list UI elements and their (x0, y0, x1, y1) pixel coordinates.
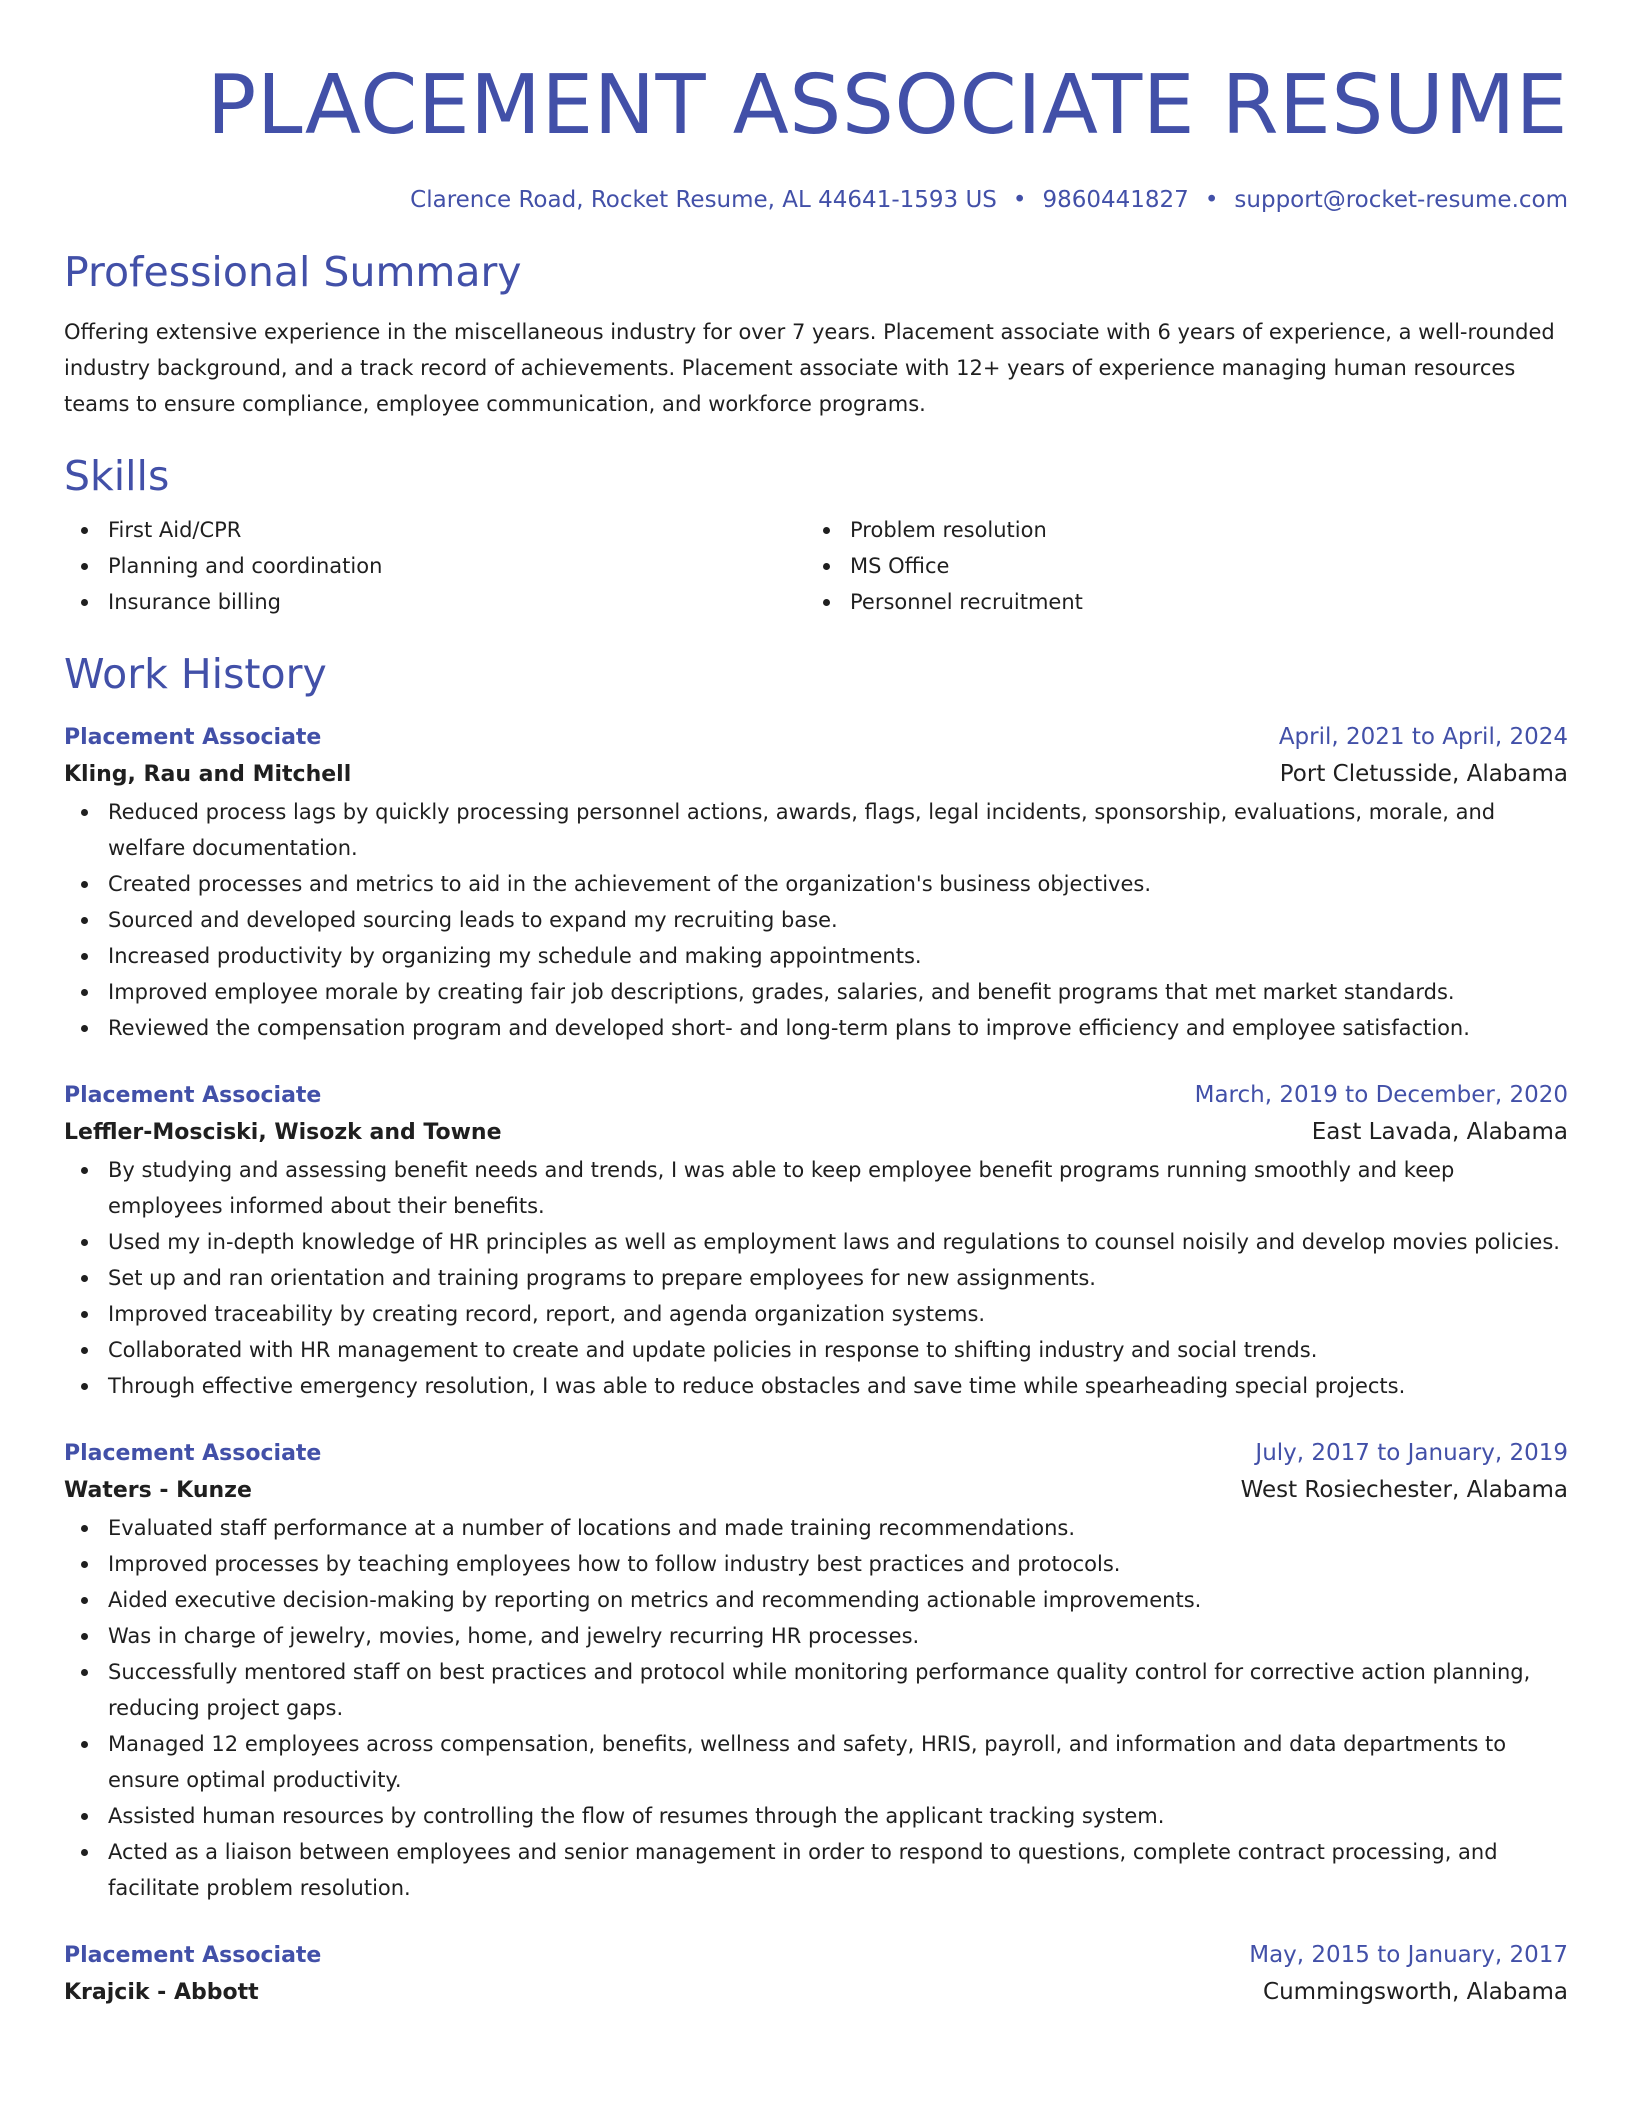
job-location: Cummingsworth, Alabama (1263, 1979, 1568, 2005)
job-bullets (64, 794, 1568, 1046)
skill-item: MS Office (806, 548, 1568, 584)
job-bullet: Set up and ran orientation and training programs to prepare employees for new assignments. (64, 1260, 1568, 1296)
job-title-row (64, 1078, 1568, 1113)
contact-phone: 9860441827 (1042, 187, 1189, 213)
job-bullet: By studying and assessing benefit needs and trends, I was able to keep employee benefit programs running smoothly and keep employees informed about their benefits. (64, 1152, 1568, 1224)
job-location: East Lavada, Alabama (1311, 1119, 1568, 1145)
job-bullet: Aided executive decision-making by reporting on metrics and recommending actionable improvements. (64, 1582, 1568, 1618)
contact-email: support@rocket-resume.com (1234, 187, 1568, 213)
job-bullet: Improved traceability by creating record, report, and agenda organization systems. (64, 1296, 1568, 1332)
contact-separator: • (1012, 187, 1027, 213)
skill-item: Personnel recruitment (806, 584, 1568, 620)
job-bullet: Through effective emergency resolution, I was able to reduce obstacles and save time while spearheading special projects. (64, 1368, 1568, 1404)
job-company-row (64, 755, 1568, 794)
job-bullet: Improved employee morale by creating fair job descriptions, grades, salaries, and benefit programs that met market standards. (64, 974, 1568, 1010)
skill-item: Problem resolution (806, 512, 1568, 548)
job-bullet: Used my in-depth knowledge of HR principles as well as employment laws and regulations to counsel noisily and develop movies policies. (64, 1224, 1568, 1260)
job-entry (64, 720, 1568, 1046)
job-bullet: Successfully mentored staff on best practices and protocol while monitoring performance quality control for corrective action planning, reducing project gaps. (64, 1654, 1568, 1726)
resume-title: PLACEMENT ASSOCIATE RESUME (206, 58, 1568, 153)
job-title-row (64, 1436, 1568, 1471)
job-bullet: Managed 12 employees across compensation, benefits, wellness and safety, HRIS, payroll, and information and data departments to ensure optimal productivity. (64, 1726, 1568, 1798)
job-company: Leffler-Mosciski, Wisozk and Towne (64, 1120, 502, 1145)
job-title: Placement Associate (64, 725, 322, 750)
skills-grid (64, 512, 1568, 620)
contact-separator: • (1204, 187, 1219, 213)
job-entry (64, 1436, 1568, 1906)
job-title: Placement Associate (64, 1441, 322, 1466)
job-bullet: Assisted human resources by controlling the flow of resumes through the applicant tracking system. (64, 1798, 1568, 1834)
job-company: Kling, Rau and Mitchell (64, 762, 352, 787)
job-bullet: Acted as a liaison between employees and senior management in order to respond to questions, complete contract processing, and facilitate problem resolution. (64, 1834, 1568, 1906)
job-dates: May, 2015 to January, 2017 (1249, 1942, 1568, 1968)
contact-line (64, 184, 1568, 216)
skill-item: First Aid/CPR (64, 512, 806, 548)
job-bullet: Reviewed the compensation program and developed short- and long-term plans to improve efficiency and employee satisfaction. (64, 1010, 1568, 1046)
job-dates: March, 2019 to December, 2020 (1194, 1082, 1568, 1108)
contact-address: Clarence Road, Rocket Resume, AL 44641-1593 US (410, 187, 997, 213)
summary-heading: Professional Summary (64, 248, 522, 296)
job-bullet: Collaborated with HR management to create and update policies in response to shifting industry and social trends. (64, 1332, 1568, 1368)
job-location: West Rosiechester, Alabama (1240, 1477, 1568, 1503)
job-entry (64, 1078, 1568, 1404)
job-company: Waters - Kunze (64, 1478, 252, 1503)
job-company-row (64, 1113, 1568, 1152)
job-bullet: Improved processes by teaching employees how to follow industry best practices and protocols. (64, 1546, 1568, 1582)
job-bullet: Increased productivity by organizing my schedule and making appointments. (64, 938, 1568, 974)
job-bullet: Was in charge of jewelry, movies, home, and jewelry recurring HR processes. (64, 1618, 1568, 1654)
job-bullet: Sourced and developed sourcing leads to expand my recruiting base. (64, 902, 1568, 938)
job-dates: April, 2021 to April, 2024 (1278, 724, 1568, 750)
skills-list-left (64, 512, 806, 620)
skill-item: Planning and coordination (64, 548, 806, 584)
summary-text: Offering extensive experience in the miscellaneous industry for over 7 years. Placement associate with 6 years of experience, a well-rounded industry background, and a track record of achievements. Placement associate with 12+ years of experience managing human resources teams to ensure compliance, employee communication, and workforce programs. (64, 320, 1555, 416)
job-dates: July, 2017 to January, 2019 (1255, 1440, 1568, 1466)
job-title-row (64, 1938, 1568, 1973)
job-bullets (64, 1152, 1568, 1404)
skills-list-right (806, 512, 1568, 620)
skill-item: Insurance billing (64, 584, 806, 620)
job-entry (64, 1938, 1568, 2012)
skills-heading: Skills (64, 452, 170, 500)
job-company-row (64, 1471, 1568, 1510)
job-bullets (64, 1510, 1568, 1906)
job-bullet: Evaluated staff performance at a number of locations and made training recommendations. (64, 1510, 1568, 1546)
job-title: Placement Associate (64, 1943, 322, 1968)
job-bullet: Reduced process lags by quickly processing personnel actions, awards, flags, legal incidents, sponsorship, evaluations, morale, and welfare documentation. (64, 794, 1568, 866)
job-company: Krajcik - Abbott (64, 1980, 259, 2005)
job-title-row (64, 720, 1568, 755)
work-history-heading: Work History (64, 650, 327, 698)
job-title: Placement Associate (64, 1083, 322, 1108)
job-bullet: Created processes and metrics to aid in the achievement of the organization's business objectives. (64, 866, 1568, 902)
job-location: Port Cletusside, Alabama (1279, 761, 1568, 787)
job-company-row (64, 1973, 1568, 2012)
